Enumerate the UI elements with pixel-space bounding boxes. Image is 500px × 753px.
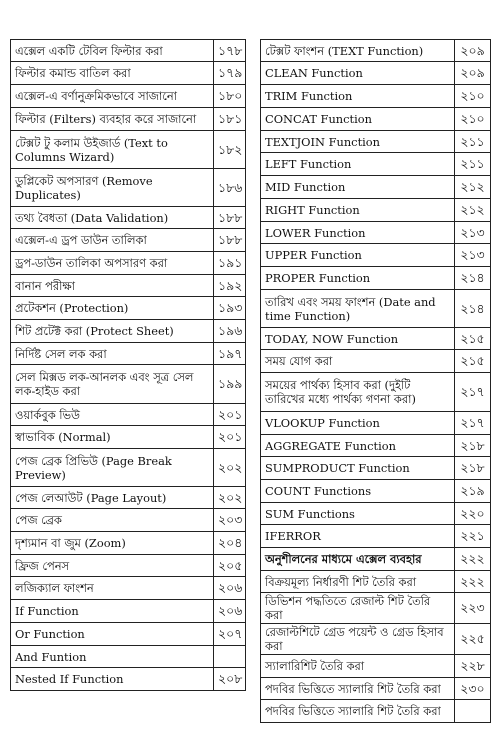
toc-row <box>11 426 246 449</box>
toc-entry-title: তারিখ এবং সময় ফাংশন (Date and time Function) <box>261 290 455 328</box>
toc-row <box>11 509 246 532</box>
toc-row <box>261 131 491 153</box>
toc-row <box>11 108 246 131</box>
toc-entry-title: LEFT Function <box>261 153 455 176</box>
toc-row <box>11 275 246 297</box>
toc-row <box>261 457 491 480</box>
toc-row <box>261 85 491 108</box>
toc-row <box>11 207 246 229</box>
toc-row <box>11 229 246 252</box>
toc-entry-page <box>455 700 491 723</box>
toc-entry-page: ২০৪ <box>214 532 246 555</box>
toc-entry-title: LOWER Function <box>261 222 455 244</box>
toc-row <box>11 646 246 668</box>
toc-entry-title: প্রটেকশন (Protection) <box>11 297 214 320</box>
toc-row <box>11 252 246 275</box>
toc-entry-title: নির্দিষ্ট সেল লক করা <box>11 343 214 365</box>
toc-entry-title: বানান পরীক্ষা <box>11 275 214 297</box>
toc-entry-title: বিক্রয়মূল্য নির্ধারণী শিট তৈরি করা <box>261 571 455 593</box>
toc-entry-title: VLOOKUP Function <box>261 412 455 435</box>
toc-entry-page: ১৭৮ <box>214 40 246 62</box>
toc-entry-page: ২০৫ <box>214 555 246 577</box>
toc-row <box>261 153 491 176</box>
toc-entry-page: ১৯৯ <box>214 365 246 404</box>
toc-entry-page: ১৯২ <box>214 275 246 297</box>
toc-entry-page: ২০২ <box>214 449 246 487</box>
toc-entry-page: ১৮৮ <box>214 207 246 229</box>
toc-entry-title: COUNT Functions <box>261 480 455 503</box>
toc-row <box>261 548 491 571</box>
toc-entry-page: ২১৮ <box>455 435 491 457</box>
toc-row <box>261 624 491 655</box>
toc-row <box>261 571 491 593</box>
toc-entry-title: লজিক্যাল ফাংশন <box>11 577 214 600</box>
toc-row <box>261 700 491 723</box>
toc-entry-page: ১৮০ <box>214 85 246 108</box>
toc-entry-title: And Funtion <box>11 646 214 668</box>
toc-row <box>11 343 246 365</box>
toc-entry-title: দৃশ্যমান বা জুম (Zoom) <box>11 532 214 555</box>
toc-entry-title: IFERROR <box>261 525 455 548</box>
toc-row <box>11 449 246 487</box>
toc-row <box>261 199 491 222</box>
toc-entry-page: ২২৫ <box>455 624 491 655</box>
toc-row <box>261 40 491 62</box>
toc-entry-title: পেজ ব্রেক <box>11 509 214 532</box>
toc-row <box>261 593 491 624</box>
toc-entry-title: সময়ের পার্থক্য হিসাব করা (দুইটি তারিখের মধ্যে পার্থক্য গণনা করা) <box>261 373 455 412</box>
toc-entry-page: ২১৩ <box>455 244 491 267</box>
toc-entry-title: টেক্সট ফাংশন (TEXT Function) <box>261 40 455 62</box>
toc-row <box>11 297 246 320</box>
toc-entry-title: TEXTJOIN Function <box>261 131 455 153</box>
toc-entry-title: ডিভিশন পদ্ধতিতে রেজাল্ট শিট তৈরি করা <box>261 593 455 624</box>
toc-entry-page: ১৯৬ <box>214 320 246 343</box>
toc-entry-page: ১৮৬ <box>214 169 246 207</box>
toc-row <box>261 525 491 548</box>
toc-row <box>261 222 491 244</box>
toc-row <box>261 655 491 678</box>
toc-entry-title: TRIM Function <box>261 85 455 108</box>
toc-row <box>11 169 246 207</box>
toc-entry-title: MID Function <box>261 176 455 199</box>
toc-entry-page: ২১৫ <box>455 350 491 373</box>
toc-row <box>261 373 491 412</box>
toc-row <box>261 435 491 457</box>
toc-entry-title: ফ্রিজ পেনস <box>11 555 214 577</box>
toc-entry-page: ২২০ <box>455 503 491 525</box>
toc-entry-title: ফিল্টার কমান্ড বাতিল করা <box>11 62 214 85</box>
toc-row <box>261 412 491 435</box>
toc-row <box>261 350 491 373</box>
toc-entry-title: TODAY, NOW Function <box>261 328 455 350</box>
toc-entry-title: If Function <box>11 600 214 623</box>
toc-entry-page: ২২১ <box>455 525 491 548</box>
toc-entry-title: পদবির ভিত্তিতে স্যালারি শিট তৈরি করা <box>261 678 455 700</box>
toc-row <box>261 503 491 525</box>
toc-row <box>261 267 491 290</box>
toc-row <box>11 577 246 600</box>
toc-entry-title: Or Function <box>11 623 214 646</box>
toc-entry-title: AGGREGATE Function <box>261 435 455 457</box>
toc-entry-page: ২০৩ <box>214 509 246 532</box>
toc-right-column <box>260 39 491 723</box>
toc-entry-page: ২০১ <box>214 404 246 426</box>
toc-entry-title: CLEAN Function <box>261 62 455 85</box>
toc-entry-title: RIGHT Function <box>261 199 455 222</box>
toc-entry-title: ওয়ার্কবুক ভিউ <box>11 404 214 426</box>
toc-entry-title: স্যালারিশিট তৈরি করা <box>261 655 455 678</box>
toc-entry-page: ২৩০ <box>455 678 491 700</box>
toc-entry-page: ২১২ <box>455 199 491 222</box>
toc-entry-page: ২১০ <box>455 108 491 131</box>
toc-entry-title: ড্রপ-ডাউন তালিকা অপসারণ করা <box>11 252 214 275</box>
toc-entry-title: ফিল্টার (Filters) ব্যবহার করে সাজানো <box>11 108 214 131</box>
toc-left-column <box>10 39 246 691</box>
toc-entry-page: ১৮১ <box>214 108 246 131</box>
toc-row <box>11 404 246 426</box>
toc-row <box>11 85 246 108</box>
toc-entry-page: ২২৩ <box>455 593 491 624</box>
toc-entry-page: ১৮২ <box>214 131 246 169</box>
toc-entry-title: সেল মিক্সড লক-আনলক এবং সূত্র সেল লক-হাইড করা <box>11 365 214 404</box>
toc-right-table <box>260 39 491 723</box>
toc-row <box>11 623 246 646</box>
toc-entry-page: ১৯৩ <box>214 297 246 320</box>
toc-row <box>11 40 246 62</box>
toc-entry-title: পদবির ভিত্তিতে স্যালারি শিট তৈরি করা <box>261 700 455 723</box>
toc-entry-page: ২০১ <box>214 426 246 449</box>
toc-entry-title: এক্সেল-এ বর্ণানুক্রমিকভাবে সাজানো <box>11 85 214 108</box>
toc-row <box>261 176 491 199</box>
toc-row <box>11 555 246 577</box>
toc-entry-title: এক্সেল-এ ড্রপ ডাউন তালিকা <box>11 229 214 252</box>
toc-row <box>261 290 491 328</box>
toc-left-table <box>10 39 246 691</box>
toc-row <box>261 62 491 85</box>
toc-entry-page: ২১৩ <box>455 222 491 244</box>
toc-row <box>11 668 246 691</box>
toc-entry-title: SUM Functions <box>261 503 455 525</box>
table-of-contents <box>10 39 491 719</box>
toc-entry-page: ১৮৮ <box>214 229 246 252</box>
toc-entry-title: এক্সেল একটি টেবিল ফিল্টার করা <box>11 40 214 62</box>
toc-entry-page: ২১৭ <box>455 412 491 435</box>
toc-entry-title: শিট প্রটেক্ট করা (Protect Sheet) <box>11 320 214 343</box>
toc-entry-page: ২১৭ <box>455 373 491 412</box>
toc-entry-page: ২২২ <box>455 571 491 593</box>
toc-row <box>11 365 246 404</box>
toc-entry-page: ২২২ <box>455 548 491 571</box>
toc-entry-page: ২১৪ <box>455 267 491 290</box>
toc-entry-page: ১৭৯ <box>214 62 246 85</box>
toc-row <box>11 62 246 85</box>
toc-entry-title: পেজ লেআউট (Page Layout) <box>11 487 214 509</box>
toc-entry-page: ২১২ <box>455 176 491 199</box>
toc-row <box>261 108 491 131</box>
toc-entry-page: ১৯১ <box>214 252 246 275</box>
toc-entry-title: রেজাল্টশিটে গ্রেড পয়েন্ট ও গ্রেড হিসাব করা <box>261 624 455 655</box>
toc-row <box>11 131 246 169</box>
toc-entry-page: ২০৮ <box>214 668 246 691</box>
toc-entry-title: অনুশীলনের মাধ্যমে এক্সেল ব্যবহার <box>261 548 455 571</box>
toc-entry-title: পেজ ব্রেক প্রিভিউ (Page Break Preview) <box>11 449 214 487</box>
toc-row <box>11 532 246 555</box>
toc-entry-title: স্বাভাবিক (Normal) <box>11 426 214 449</box>
toc-row <box>11 487 246 509</box>
toc-entry-page: ২১০ <box>455 85 491 108</box>
toc-entry-page: ২১৮ <box>455 457 491 480</box>
toc-entry-page: ২০৯ <box>455 62 491 85</box>
toc-entry-title: তথ্য বৈধতা (Data Validation) <box>11 207 214 229</box>
toc-entry-page: ২১৫ <box>455 328 491 350</box>
toc-entry-title: PROPER Function <box>261 267 455 290</box>
toc-entry-page: ২০২ <box>214 487 246 509</box>
toc-entry-title: SUMPRODUCT Function <box>261 457 455 480</box>
toc-row <box>261 244 491 267</box>
toc-entry-page: ২০৬ <box>214 600 246 623</box>
toc-entry-page: ২২৮ <box>455 655 491 678</box>
toc-entry-title: Nested If Function <box>11 668 214 691</box>
toc-row <box>11 320 246 343</box>
toc-entry-page: ২১১ <box>455 153 491 176</box>
toc-entry-page: ২১১ <box>455 131 491 153</box>
toc-entry-page: ২০৭ <box>214 623 246 646</box>
toc-entry-page: ১৯৭ <box>214 343 246 365</box>
toc-entry-title: সময় যোগ করা <box>261 350 455 373</box>
toc-entry-title: টেক্সট টু কলাম উইজার্ড (Text to Columns Wizard) <box>11 131 214 169</box>
toc-row <box>261 480 491 503</box>
toc-row <box>261 328 491 350</box>
toc-row <box>261 678 491 700</box>
toc-entry-page <box>214 646 246 668</box>
toc-entry-page: ২১৯ <box>455 480 491 503</box>
toc-row <box>11 600 246 623</box>
toc-entry-title: UPPER Function <box>261 244 455 267</box>
toc-entry-page: ২০৬ <box>214 577 246 600</box>
toc-entry-page: ২০৯ <box>455 40 491 62</box>
toc-entry-title: ডুপ্লিকেট অপসারণ (Remove Duplicates) <box>11 169 214 207</box>
toc-entry-title: CONCAT Function <box>261 108 455 131</box>
toc-entry-page: ২১৪ <box>455 290 491 328</box>
